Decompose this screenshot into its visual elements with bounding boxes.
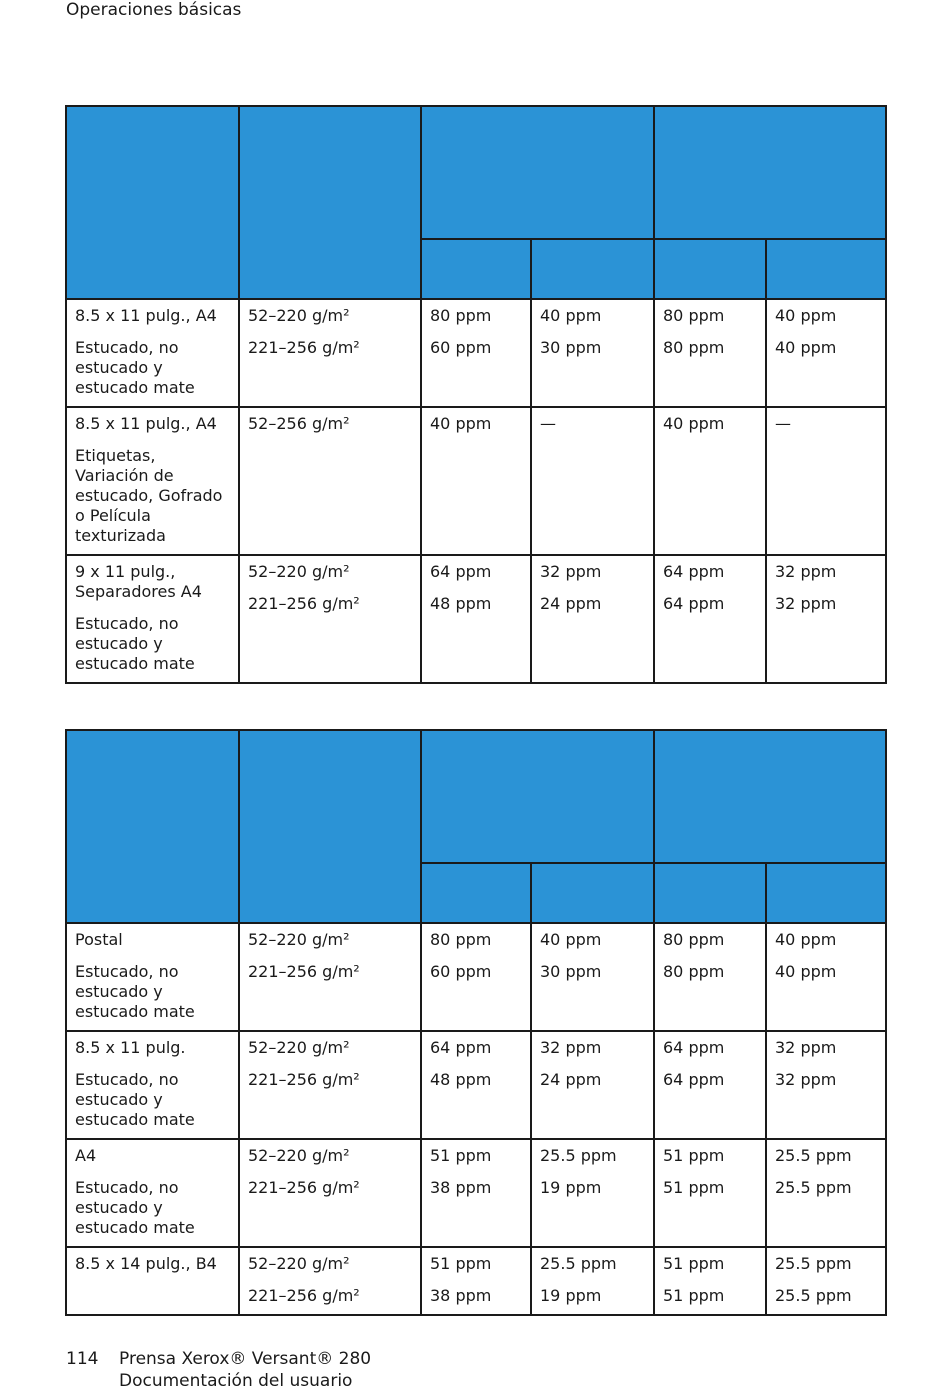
cell-text: 38 ppm <box>430 1286 492 1305</box>
speed-cell <box>531 407 654 555</box>
speed-cell <box>654 923 766 1031</box>
cell-text: 51 ppm <box>663 1254 725 1273</box>
speed-table-2 <box>65 729 887 1316</box>
table-row <box>66 299 886 407</box>
header-cell-media <box>66 106 239 299</box>
cell-text: 32 ppm <box>775 562 837 581</box>
header-subcell <box>766 863 886 923</box>
header-subcell <box>421 863 531 923</box>
weight-cell <box>239 407 421 555</box>
cell-text: 32 ppm <box>775 594 837 613</box>
speed-cell <box>531 299 654 407</box>
cell-text: Postal <box>75 930 123 949</box>
cell-text: 19 ppm <box>540 1286 602 1305</box>
weight-cell <box>239 923 421 1031</box>
header-cell-group-1 <box>421 106 654 239</box>
cell-text: 52–220 g/m² <box>248 930 350 949</box>
speed-cell <box>766 1139 886 1247</box>
cell-text: 8.5 x 11 pulg. <box>75 1038 186 1057</box>
cell-text: 52–256 g/m² <box>248 414 350 433</box>
cell-text: 52–220 g/m² <box>248 1146 350 1165</box>
weight-cell <box>239 1247 421 1315</box>
header-subcell <box>654 239 766 299</box>
document-info <box>119 1348 519 1392</box>
header-cell-weight <box>239 730 421 923</box>
cell-text: 52–220 g/m² <box>248 306 350 325</box>
cell-text: 52–220 g/m² <box>248 1254 350 1273</box>
speed-cell <box>654 407 766 555</box>
cell-text: 60 ppm <box>430 962 492 981</box>
speed-cell <box>421 1139 531 1247</box>
cell-text: 40 ppm <box>775 962 837 981</box>
media-cell <box>66 1139 239 1247</box>
cell-text: 38 ppm <box>430 1178 492 1197</box>
cell-text: 80 ppm <box>663 962 725 981</box>
header-cell-group-2 <box>654 730 886 863</box>
cell-text: 25.5 ppm <box>540 1254 617 1273</box>
cell-text: 80 ppm <box>663 930 725 949</box>
cell-text: 221–256 g/m² <box>248 1178 360 1197</box>
header-subcell <box>531 863 654 923</box>
cell-text: 40 ppm <box>775 930 837 949</box>
cell-text: 80 ppm <box>430 930 492 949</box>
document-title: Documentación del usuario <box>119 1371 353 1391</box>
cell-text: 51 ppm <box>430 1254 492 1273</box>
header-subcell <box>766 239 886 299</box>
cell-text: 25.5 ppm <box>775 1178 852 1197</box>
cell-text: 51 ppm <box>430 1146 492 1165</box>
cell-text: 64 ppm <box>663 562 725 581</box>
speed-cell <box>766 407 886 555</box>
cell-text: 51 ppm <box>663 1178 725 1197</box>
cell-text: 48 ppm <box>430 1070 492 1089</box>
speed-cell <box>421 407 531 555</box>
cell-text: 221–256 g/m² <box>248 1286 360 1305</box>
speed-cell <box>531 1031 654 1139</box>
cell-text: 25.5 ppm <box>540 1146 617 1165</box>
weight-cell <box>239 1139 421 1247</box>
cell-text: 52–220 g/m² <box>248 1038 350 1057</box>
speed-cell <box>654 1247 766 1315</box>
cell-text: 64 ppm <box>663 1038 725 1057</box>
cell-text: 19 ppm <box>540 1178 602 1197</box>
cell-text: 32 ppm <box>540 562 602 581</box>
speed-cell <box>421 1031 531 1139</box>
speed-cell <box>531 1247 654 1315</box>
weight-cell <box>239 299 421 407</box>
cell-text: 32 ppm <box>775 1038 837 1057</box>
cell-text: 80 ppm <box>663 306 725 325</box>
cell-text: 51 ppm <box>663 1286 725 1305</box>
speed-cell <box>421 1247 531 1315</box>
table-row <box>66 1247 886 1315</box>
speed-cell <box>421 923 531 1031</box>
cell-text: 64 ppm <box>430 562 492 581</box>
speed-cell <box>766 1031 886 1139</box>
media-cell <box>66 299 239 407</box>
cell-text: 25.5 ppm <box>775 1146 852 1165</box>
cell-text: A4 <box>75 1146 97 1165</box>
cell-text: 24 ppm <box>540 594 602 613</box>
cell-text: 60 ppm <box>430 338 492 357</box>
cell-text: Estucado, no estucado y estucado mate <box>75 338 195 397</box>
cell-text: 25.5 ppm <box>775 1254 852 1273</box>
cell-text: 40 ppm <box>540 306 602 325</box>
speed-cell <box>766 555 886 683</box>
cell-text: 24 ppm <box>540 1070 602 1089</box>
cell-text: 51 ppm <box>663 1146 725 1165</box>
speed-cell <box>654 1139 766 1247</box>
weight-cell <box>239 555 421 683</box>
cell-text: 80 ppm <box>663 338 725 357</box>
speed-cell <box>421 555 531 683</box>
cell-text: 32 ppm <box>775 1070 837 1089</box>
media-cell <box>66 1031 239 1139</box>
running-header: Operaciones básicas <box>66 0 242 20</box>
page-number: 114 <box>66 1349 99 1369</box>
cell-text: 64 ppm <box>430 1038 492 1057</box>
speed-cell <box>654 555 766 683</box>
cell-text: 40 ppm <box>663 414 725 433</box>
product-name: Prensa Xerox® Versant® 280 <box>119 1349 372 1369</box>
cell-text: — <box>540 414 556 433</box>
cell-text: — <box>775 414 791 433</box>
speed-table-1 <box>65 105 887 684</box>
media-cell <box>66 555 239 683</box>
speed-cell <box>531 1139 654 1247</box>
cell-text: 40 ppm <box>430 414 492 433</box>
cell-text: 52–220 g/m² <box>248 562 350 581</box>
cell-text: 30 ppm <box>540 338 602 357</box>
speed-cell <box>421 299 531 407</box>
cell-text: 40 ppm <box>540 930 602 949</box>
cell-text: 8.5 x 11 pulg., A4 <box>75 414 217 433</box>
media-cell <box>66 407 239 555</box>
header-cell-group-2 <box>654 106 886 239</box>
table-row <box>66 1031 886 1139</box>
cell-text: 48 ppm <box>430 594 492 613</box>
cell-text: Estucado, no estucado y estucado mate <box>75 614 195 673</box>
cell-text: Estucado, no estucado y estucado mate <box>75 1178 195 1237</box>
cell-text: 221–256 g/m² <box>248 594 360 613</box>
cell-text: 80 ppm <box>430 306 492 325</box>
cell-text: 221–256 g/m² <box>248 962 360 981</box>
header-subcell <box>654 863 766 923</box>
speed-cell <box>531 923 654 1031</box>
header-subcell <box>531 239 654 299</box>
cell-text: 221–256 g/m² <box>248 1070 360 1089</box>
speed-cell <box>654 299 766 407</box>
cell-text: 40 ppm <box>775 338 837 357</box>
cell-text: 8.5 x 14 pulg., B4 <box>75 1254 217 1273</box>
header-cell-media <box>66 730 239 923</box>
cell-text: Estucado, no estucado y estucado mate <box>75 1070 195 1129</box>
header-subcell <box>421 239 531 299</box>
cell-text: Estucado, no estucado y estucado mate <box>75 962 195 1021</box>
cell-text: 64 ppm <box>663 1070 725 1089</box>
cell-text: 64 ppm <box>663 594 725 613</box>
cell-text: 9 x 11 pulg., Separadores A4 <box>75 562 202 601</box>
table-row <box>66 923 886 1031</box>
speed-cell <box>531 555 654 683</box>
cell-text: 25.5 ppm <box>775 1286 852 1305</box>
table-row <box>66 555 886 683</box>
media-cell <box>66 923 239 1031</box>
speed-cell <box>766 299 886 407</box>
cell-text: 221–256 g/m² <box>248 338 360 357</box>
cell-text: Etiquetas, Variación de estucado, Gofrado o Película texturizada <box>75 446 223 545</box>
speed-cell <box>766 1247 886 1315</box>
speed-cell <box>654 1031 766 1139</box>
table-row <box>66 1139 886 1247</box>
cell-text: 32 ppm <box>540 1038 602 1057</box>
cell-text: 8.5 x 11 pulg., A4 <box>75 306 217 325</box>
header-cell-weight <box>239 106 421 299</box>
weight-cell <box>239 1031 421 1139</box>
header-cell-group-1 <box>421 730 654 863</box>
media-cell <box>66 1247 239 1315</box>
speed-cell <box>766 923 886 1031</box>
table-row <box>66 407 886 555</box>
cell-text: 40 ppm <box>775 306 837 325</box>
cell-text: 30 ppm <box>540 962 602 981</box>
